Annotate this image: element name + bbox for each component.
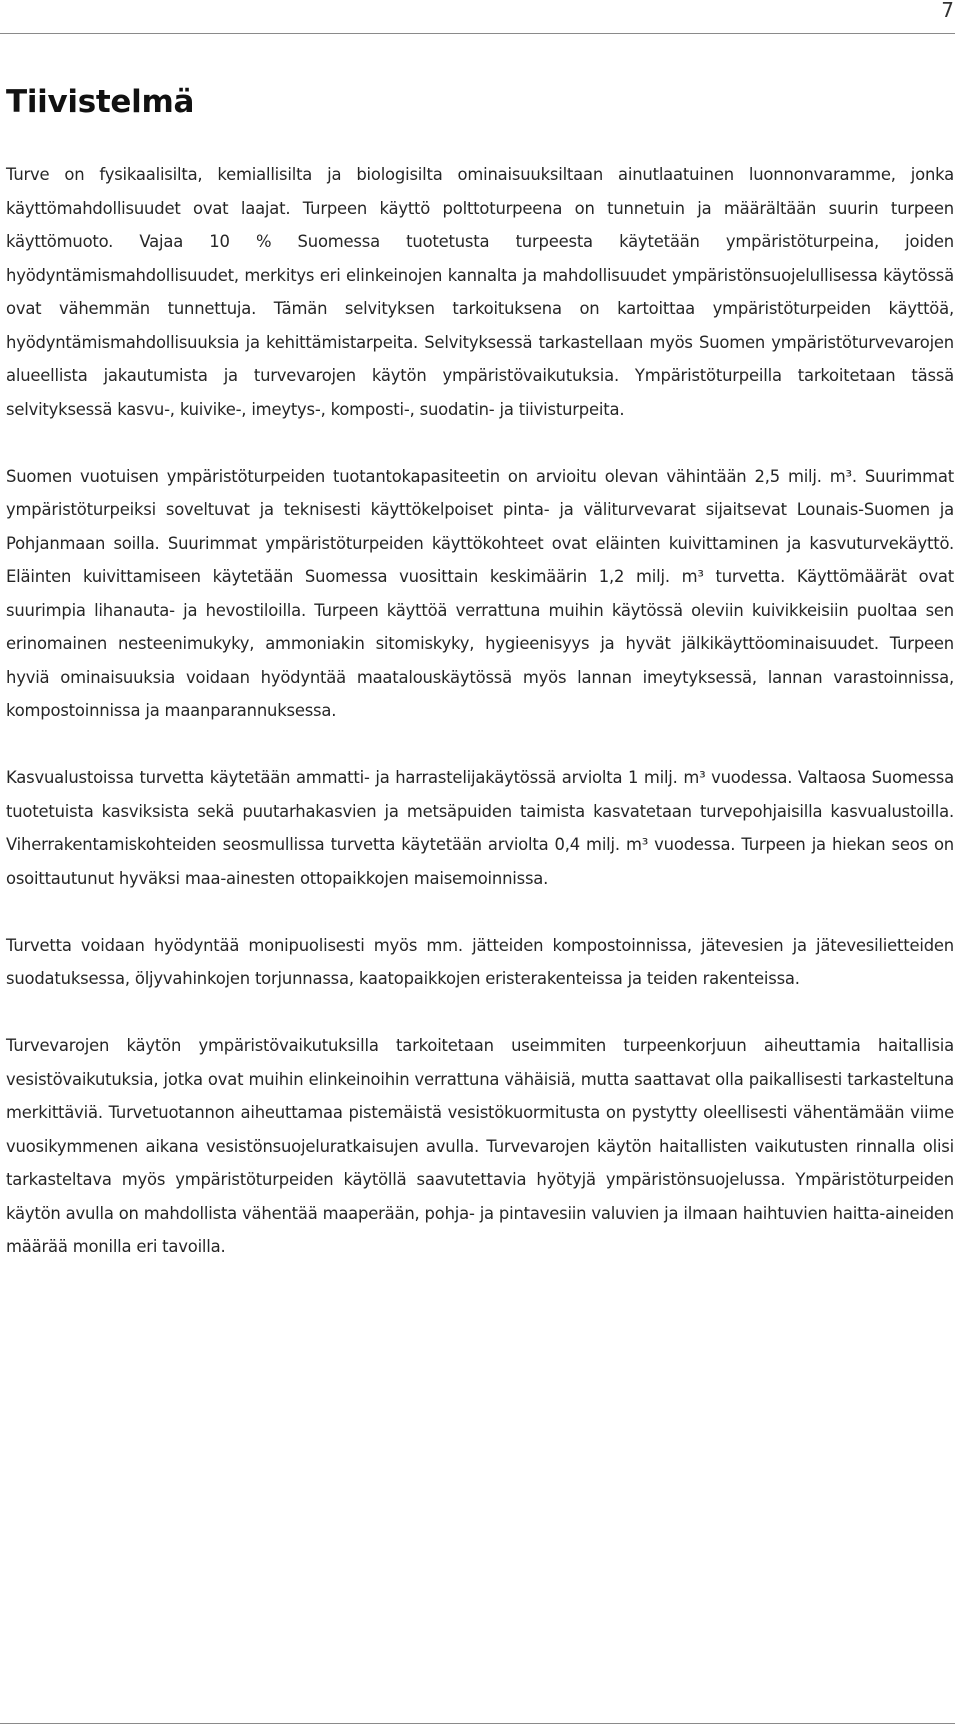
document-body	[6, 82, 954, 1264]
paragraph-4: Turvetta voidaan hyödyntää monipuolisesti myös mm. jätteiden kompostoinnissa, jätevesien ja jätevesilietteiden suodatuksessa, öljyvahinkojen torjunnassa, kaatopaikkojen eristerakenteissa ja teiden rakenteissa.	[6, 935, 954, 988]
footer-rule	[0, 1723, 955, 1724]
paragraph-2: Suomen vuotuisen ympäristöturpeiden tuotantokapasiteetin on arvioitu olevan vähintään 2,5 milj. m³. Suurimmat ympäristöturpeiksi soveltuvat ja teknisesti käyttökelpoiset pinta- ja väliturvevarat sijaitsevat Lounais-Suomen ja Pohjanmaan soilla. Suurimmat ympäristöturpeiden käyttökohteet ovat eläinten kuivittaminen ja kasvuturvekäyttö. Eläinten kuivittamiseen käytetään Suomessa vuosittain keskimäärin 1,2 milj. m³ turvetta. Käyttömäärät ovat suurimpia lihanauta- ja hevostiloilla. Turpeen käyttöä verrattuna muihin käytössä oleviin kuivikkeisiin puoltaa sen erinomainen nesteenimukyky, ammoniakin sitomiskyky, hygieenisyys ja hyvät jälkikäyttöominaisuudet. Turpeen hyviä ominaisuuksia voidaan hyödyntää maatalouskäytössä myös lannan imeytyksessä, lannan varastoinnissa, kompostoinnissa ja maanparannuksessa.	[6, 466, 954, 720]
paragraph-5: Turvevarojen käytön ympäristövaikutuksilla tarkoitetaan useimmiten turpeenkorjuun aiheuttamia haitallisia vesistövaikutuksia, jotka ovat muihin elinkeinoihin verrattuna vähäisiä, mutta saattavat olla paikallisesti tarkasteltuna merkittäviä. Turvetuotannon aiheuttamaa pistemäistä vesistökuormitusta on pystytty oleellisesti vähentämään viime vuosikymmenen aikana vesistönsuojeluratkaisujen avulla. Turvevarojen käytön haitallisten vaikutusten rinnalla olisi tarkasteltava myös ympäristöturpeiden käytöllä saavutettavia hyötyjä ympäristönsuojelussa. Ympäristöturpeiden käytön avulla on mahdollista vähentää maaperään, pohja- ja pintavesiin valuvien ja ilmaan haihtuvien haitta-aineiden määrää monilla eri tavoilla.	[6, 1036, 954, 1256]
page-number: 7	[941, 0, 954, 22]
paragraph-1: Turve on fysikaalisilta, kemiallisilta ja biologisilta ominaisuuksiltaan ainutlaatuinen luonnonvaramme, jonka käyttömahdollisuudet ovat laajat. Turpeen käyttö polttoturpeena on tunnetuin ja määrältään suurin turpeen käyttömuoto. Vajaa 10 % Suomessa tuotetusta turpeesta käytetään ympäristöturpeina, joiden hyödyntämismahdollisuudet, merkitys eri elinkeinojen kannalta ja mahdollisuudet ympäristönsuojelullisessa käytössä ovat vähemmän tunnettuja. Tämän selvityksen tarkoituksena on kartoittaa ympäristöturpeiden käyttöä, hyödyntämismahdollisuuksia ja kehittämistarpeita. Selvityksessä tarkastellaan myös Suomen ympäristöturvevarojen alueellista jakautumista ja turvevarojen käytön ympäristövaikutuksia. Ympäristöturpeilla tarkoitetaan tässä selvityksessä kasvu-, kuivike-, imeytys-, komposti-, suodatin- ja tiivisturpeita.	[6, 165, 954, 419]
header-rule	[0, 33, 955, 34]
paragraph-3: Kasvualustoissa turvetta käytetään ammatti- ja harrastelijakäytössä arviolta 1 milj. m³ vuodessa. Valtaosa Suomessa tuotetuista kasviksista sekä puutarhakasvien ja metsäpuiden taimista kasvatetaan turvepohjaisilla kasvualustoilla. Viherrakentamiskohteiden seosmullissa turvetta käytetään arviolta 0,4 milj. m³ vuodessa. Turpeen ja hiekan seos on osoittautunut hyväksi maa-ainesten ottopaikkojen maisemoinnissa.	[6, 768, 954, 888]
page-title: Tiivistelmä	[6, 84, 195, 120]
